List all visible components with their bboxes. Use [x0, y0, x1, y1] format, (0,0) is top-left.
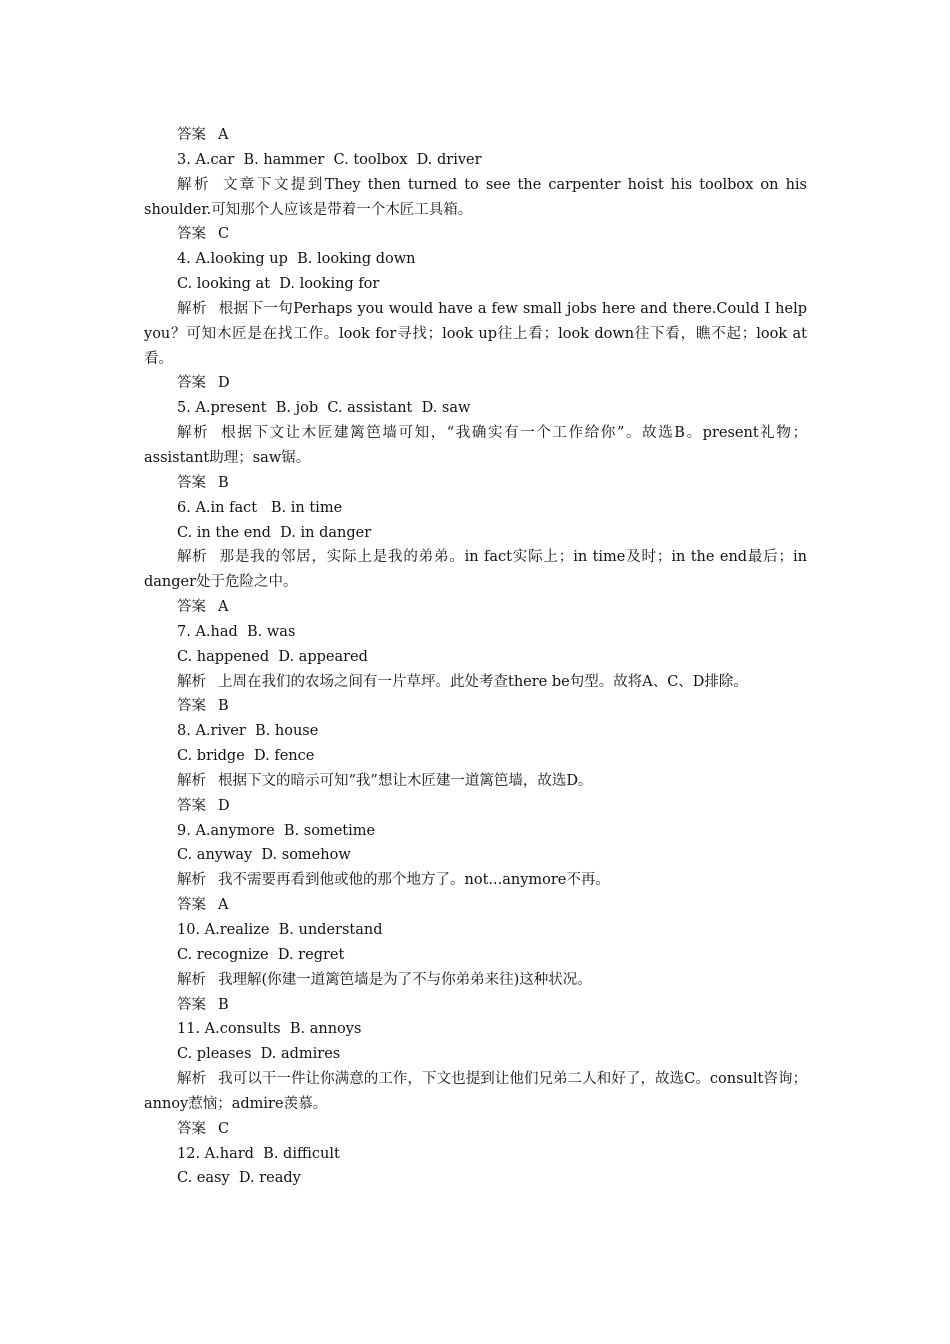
answer-label: 答案 — [177, 226, 206, 243]
answer-value: A — [218, 127, 229, 143]
answer-label: 答案 — [177, 897, 206, 914]
answer-line — [144, 471, 807, 496]
analysis-paragraph — [144, 968, 807, 993]
answer-label: 答案 — [177, 474, 206, 491]
options-line: C. looking at D. looking for — [177, 276, 380, 293]
answer-value: C — [218, 226, 230, 243]
options-line: C. pleases D. admires — [177, 1046, 341, 1063]
options-line: 11. A.consults B. annoys — [177, 1021, 362, 1038]
answer-line — [144, 371, 807, 396]
options-line: 10. A.realize B. understand — [177, 922, 383, 938]
analysis-paragraph — [144, 868, 807, 893]
analysis-paragraph — [144, 545, 807, 595]
analysis-paragraph — [144, 173, 807, 223]
analysis-text: 我理解(你建一道篱笆墙是为了不与你弟弟来往)这种状况。 — [218, 971, 592, 988]
options-line: C. bridge D. fence — [177, 748, 315, 765]
answer-line — [144, 794, 807, 819]
analysis-text: 我可以干一件让你满意的工作，下文也提到让他们兄弟二人和好了，故选C。consult咨询；annoy惹恼；admire羡慕。 — [144, 1071, 808, 1112]
answer-label: 答案 — [177, 599, 206, 616]
analysis-text: 我不需要再看到他或他的那个地方了。not...anymore不再。 — [218, 872, 610, 889]
analysis-text: 那是我的邻居，实际上是我的弟弟。in fact实际上；in time及时；in the end最后；in danger处于危险之中。 — [144, 549, 807, 591]
answer-label: 答案 — [177, 996, 206, 1013]
options-line: 8. A.river B. house — [177, 723, 319, 740]
answer-value: B — [218, 474, 229, 491]
answer-line — [144, 694, 807, 719]
analysis-label: 解析 — [177, 971, 206, 988]
answer-value: A — [218, 897, 229, 914]
answer-value: A — [218, 599, 229, 616]
options-line: C. recognize D. regret — [177, 946, 345, 963]
answer-label: 答案 — [177, 127, 206, 143]
options-line: 4. A.looking up B. looking down — [177, 251, 416, 268]
answer-line — [144, 595, 807, 620]
analysis-label: 解析 — [177, 176, 211, 193]
analysis-label: 解析 — [177, 300, 207, 317]
answer-value: D — [218, 797, 230, 814]
answer-value: D — [218, 375, 230, 392]
document-body — [144, 123, 807, 1191]
analysis-text: 根据下文让木匠建篱笆墙可知，“我确实有一个工作给你”。故选B。present礼物；assistant助理；saw锯。 — [144, 425, 808, 466]
options-line: C. happened D. appeared — [177, 648, 368, 665]
answer-label: 答案 — [177, 1120, 206, 1137]
analysis-paragraph — [144, 769, 807, 794]
analysis-text: 上周在我们的农场之间有一片草坪。此处考查there be句型。故将A、C、D排除。 — [218, 673, 748, 690]
options-line: C. easy D. ready — [177, 1170, 301, 1187]
options-line: C. in the end D. in danger — [177, 524, 372, 541]
analysis-label: 解析 — [177, 772, 206, 789]
answer-value: B — [218, 698, 229, 715]
options-line: 6. A.in fact B. in time — [177, 499, 343, 516]
answer-line — [144, 893, 807, 918]
options-line: 5. A.present B. job C. assistant D. saw — [177, 400, 471, 417]
answer-line — [144, 993, 807, 1018]
analysis-paragraph — [144, 670, 807, 695]
answer-line — [144, 123, 807, 148]
options-line: C. anyway D. somehow — [177, 847, 351, 864]
answer-line — [144, 222, 807, 247]
answer-label: 答案 — [177, 797, 206, 814]
analysis-label: 解析 — [177, 1071, 207, 1088]
analysis-paragraph — [144, 297, 807, 372]
analysis-label: 解析 — [177, 549, 208, 566]
options-line: 7. A.had B. was — [177, 623, 296, 640]
answer-value: C — [218, 1120, 230, 1137]
analysis-label: 解析 — [177, 872, 206, 889]
analysis-text: 根据下文的暗示可知“我”想让木匠建一道篱笆墙，故选D。 — [218, 772, 593, 789]
options-line: 9. A.anymore B. sometime — [177, 822, 376, 839]
analysis-text: 文章下文提到They then turned to see the carpenter hoist his toolbox on his shoulder.可知那个人应该是带着一个木匠工具箱。 — [144, 176, 807, 218]
answer-line — [144, 1117, 807, 1142]
analysis-text: 根据下一句Perhaps you would have a few small jobs here and there.Could I help you？可知木匠是在找工作。look for寻找；look up往上看；look down往下看，瞧不起；look at看。 — [144, 300, 808, 367]
answer-label: 答案 — [177, 375, 206, 392]
answer-value: B — [218, 996, 229, 1013]
options-line: 12. A.hard B. difficult — [177, 1145, 340, 1162]
analysis-paragraph — [144, 421, 807, 471]
analysis-paragraph — [144, 1067, 807, 1117]
answer-label: 答案 — [177, 698, 206, 715]
analysis-label: 解析 — [177, 673, 206, 690]
analysis-label: 解析 — [177, 425, 210, 442]
options-line: 3. A.car B. hammer C. toolbox D. driver — [177, 151, 482, 168]
